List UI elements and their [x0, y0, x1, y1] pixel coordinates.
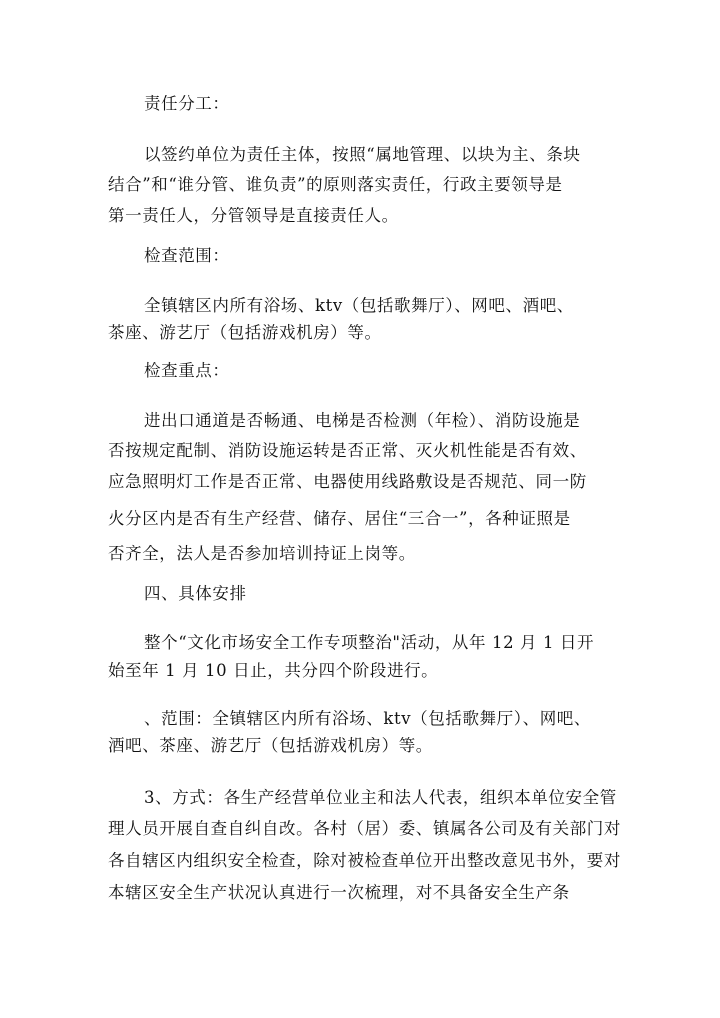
- heading-inspection-scope: 检查范围：: [144, 246, 230, 265]
- paragraph-line: 整个“文化市场安全工作专项整治"活动，从年 12 月 1 日开: [144, 633, 595, 652]
- paragraph-line: 、范围：全镇辖区内所有浴场、ktv（包括歌舞厅）、网吧、: [144, 709, 592, 728]
- paragraph-line: 应急照明灯工作是否正常、电器使用线路敷设是否规范、同一防: [108, 472, 587, 491]
- paragraph-line: 茶座、游艺厅（包括游戏机房）等。: [108, 323, 382, 342]
- paragraph-line: 否按规定配制、消防设施运转是否正常、灭火机性能是否有效、: [108, 441, 587, 460]
- heading-inspection-focus: 检查重点：: [144, 361, 230, 380]
- paragraph-line: 否齐全，法人是否参加培训持证上岗等。: [108, 544, 416, 563]
- paragraph-line: 始至年 1 月 10 日止，共分四个阶段进行。: [108, 661, 439, 680]
- paragraph-line: 第一责任人，分管领导是直接责任人。: [108, 206, 399, 225]
- paragraph-line: 各自辖区内组织安全检查，除对被检查单位开出整改意见书外，要对: [108, 851, 621, 870]
- heading-specific-arrangements: 四、具体安排: [144, 584, 247, 603]
- paragraph-line: 酒吧、茶座、游艺厅（包括游戏机房）等。: [108, 736, 433, 755]
- paragraph-line: 全镇辖区内所有浴场、ktv（包括歌舞厅）、网吧、酒吧、: [144, 296, 574, 315]
- heading-responsibility: 责任分工：: [144, 94, 230, 113]
- paragraph-line: 本辖区安全生产状况认真进行一次梳理，对不具备安全生产条: [108, 883, 570, 902]
- paragraph-line: 理人员开展自查自纠自改。各村（居）委、镇属各公司及有关部门对: [108, 819, 621, 838]
- paragraph-line: 结合”和“谁分管、谁负责”的原则落实责任，行政主要领导是: [108, 175, 563, 194]
- paragraph-line: 火分区内是否有生产经营、储存、居住“三合一”，各种证照是: [108, 509, 571, 528]
- paragraph-line: 以签约单位为责任主体，按照“属地管理、以块为主、条块: [144, 145, 581, 164]
- paragraph-line: 进出口通道是否畅通、电梯是否检测（年检）、消防设施是: [144, 411, 581, 430]
- paragraph-line: 3、方式：各生产经营单位业主和法人代表，组织本单位安全管: [144, 788, 617, 807]
